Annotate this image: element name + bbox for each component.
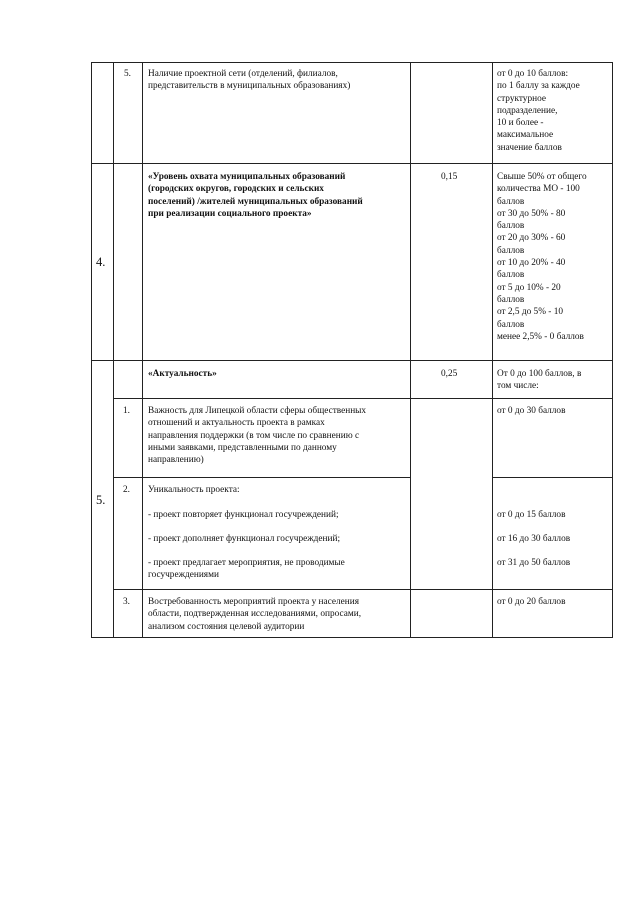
- table-border-col4: [492, 62, 493, 638]
- table-border-row5-1: [113, 398, 613, 399]
- score-text: от 0 до 20 баллов: [497, 597, 566, 607]
- criterion-option: - проект повторяет функционал госучреждений;: [148, 510, 339, 520]
- score-text: от 16 до 30 баллов: [497, 534, 571, 544]
- score-text: от 0 до 30 баллов: [497, 406, 566, 416]
- row-number: 4.: [96, 255, 106, 269]
- table-border-row4: [91, 163, 613, 164]
- subrow-index: 1.: [123, 406, 130, 416]
- weight-value: 0,25: [441, 369, 458, 379]
- criterion-text: Важность для Липецкой области сферы общественных отношений и актуальность проекта в рамках направления поддержки (в том числе по сравнению с иными заявками, представленными по данному направлению): [148, 406, 367, 466]
- weight-value: 0,15: [441, 172, 458, 182]
- table-border-row5-3: [113, 589, 613, 590]
- criterion-heading: Уникальность проекта:: [148, 485, 240, 495]
- row-number: 5.: [96, 493, 106, 507]
- score-text: От 0 до 100 баллов, в том числе:: [497, 369, 582, 392]
- table-border-col1: [113, 62, 114, 638]
- table-border-right: [612, 62, 613, 638]
- subrow-index: 2.: [123, 485, 130, 495]
- score-text: от 31 до 50 баллов: [497, 558, 571, 568]
- criterion-heading: «Уровень охвата муниципальных образований (городских округов, городских и сельских поселений) /жителей муниципальных образований при реализации социального проекта»: [148, 172, 363, 219]
- table-border-row5: [91, 360, 613, 361]
- criterion-text: Наличие проектной сети (отделений, филиалов, представительств в муниципальных образованиях): [148, 69, 351, 92]
- table-border-top: [91, 62, 613, 63]
- criterion-option: - проект дополняет функционал госучреждений;: [148, 534, 341, 544]
- score-text: от 0 до 15 баллов: [497, 510, 566, 520]
- score-text: от 0 до 10 баллов: по 1 баллу за каждое структурное подразделение, 10 и более - максимальное значение баллов: [497, 69, 580, 153]
- score-text: Свыше 50% от общего количества МО - 100 баллов от 30 до 50% - 80 баллов от 20 до 30% - 60 баллов от 10 до 20% - 40 баллов от 5 до 10% - 20 баллов от 2,5 до 5% - 10 баллов менее 2,5% - 0 баллов: [497, 172, 587, 342]
- criterion-option: - проект предлагает мероприятия, не проводимые госучреждениями: [148, 558, 345, 581]
- table-border-row5-2a: [113, 477, 411, 478]
- subrow-index: 5.: [124, 69, 131, 79]
- criterion-heading: «Актуальность»: [148, 369, 217, 379]
- table-border-col2: [142, 62, 143, 638]
- table-border-col3: [410, 62, 411, 638]
- criterion-text: Востребованность мероприятий проекта у населения области, подтвержденная исследованиями, опросами, анализом состояния целевой аудитории: [148, 597, 362, 632]
- table-border-row5-2b: [492, 477, 613, 478]
- table-border-left: [91, 62, 92, 638]
- table-border-bottom: [91, 637, 613, 638]
- subrow-index: 3.: [123, 597, 130, 607]
